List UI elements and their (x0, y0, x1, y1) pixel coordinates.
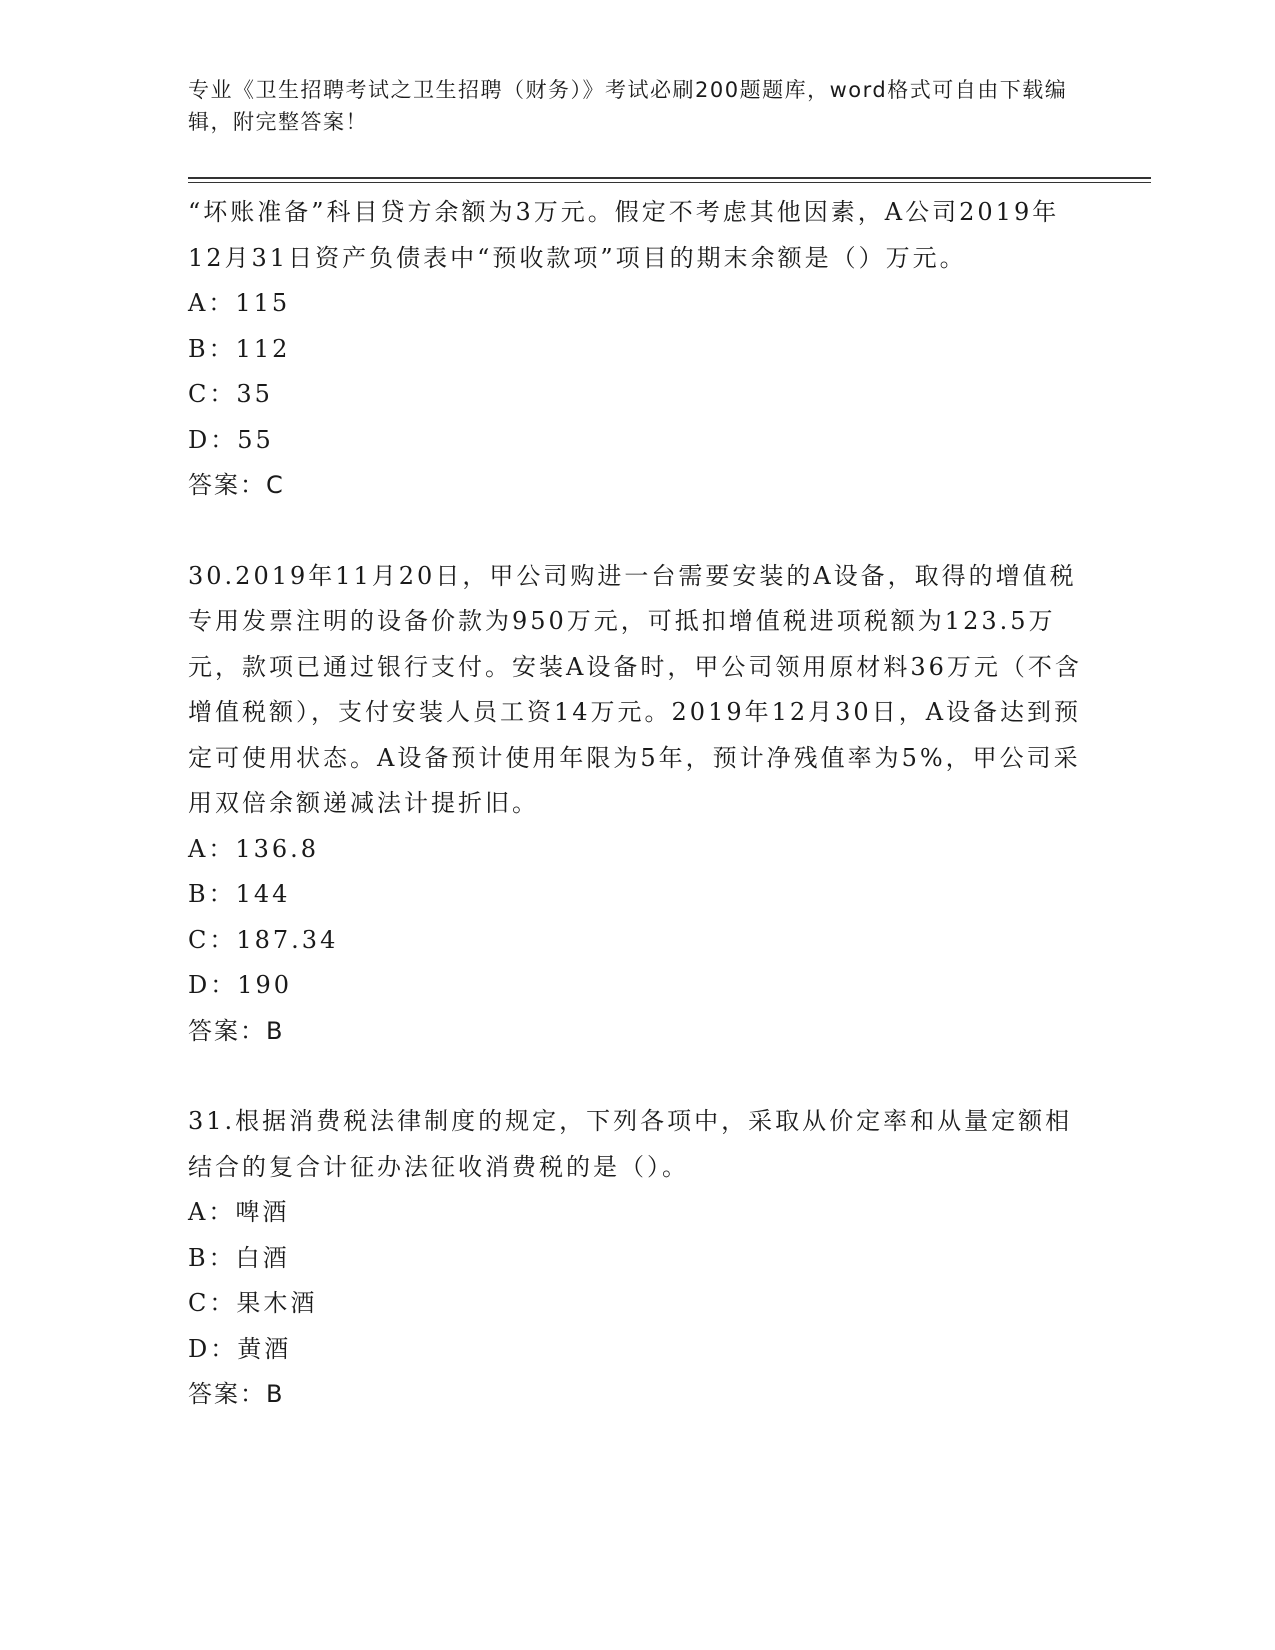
option-a: A：136.8 (188, 834, 320, 863)
option-a: A：115 (188, 289, 291, 317)
question-stem: 31.根据消费税法律制度的规定，下列各项中，采取从价定率和从量定额相结合的复合计征办法征收消费税的是（）。 (188, 1107, 1073, 1181)
question-block (188, 554, 1083, 1055)
document-header: 专业《卫生招聘考试之卫生招聘（财务）》考试必刷200题题库，word格式可自由下载编辑，附完整答案！ (188, 78, 1068, 134)
header-divider-thin (188, 182, 1151, 183)
option-d: D：190 (188, 971, 293, 999)
header-divider (188, 177, 1151, 179)
option-a: A：啤酒 (188, 1198, 290, 1226)
answer-line: 答案：B (188, 1016, 285, 1045)
answer-line: 答案：B (188, 1380, 285, 1408)
question-stem: “坏账准备”科目贷方余额为3万元。假定不考虑其他因素，A公司2019年12月31日资产负债表中“预收款项”项目的期末余额是（）万元。 (188, 198, 1060, 272)
option-b: B：白酒 (188, 1243, 290, 1272)
option-c: C：35 (188, 380, 273, 408)
answer-line: 答案：C (188, 471, 285, 499)
option-b: B：112 (188, 334, 291, 363)
question-block (188, 1099, 1083, 1418)
option-b: B：144 (188, 880, 291, 908)
question-block (188, 190, 1083, 509)
option-c: C：187.34 (188, 925, 339, 954)
question-list (188, 190, 1083, 1418)
option-d: D：黄酒 (188, 1334, 292, 1363)
option-d: D：55 (188, 425, 274, 454)
option-c: C：果木酒 (188, 1289, 318, 1317)
question-stem: 30.2019年11月20日，甲公司购进一台需要安装的A设备，取得的增值税专用发票注明的设备价款为950万元，可抵扣增值税进项税额为123.5万元，款项已通过银行支付。安装A设备时，甲公司领用原材料36万元（不含增值税额），支付安装人员工资14万元。2019年12月30日，A设备达到预定可使用状态。A设备预计使用年限为5年，预计净残值率为5%，甲公司采用双倍余额递减法计提折旧。 (188, 561, 1082, 817)
